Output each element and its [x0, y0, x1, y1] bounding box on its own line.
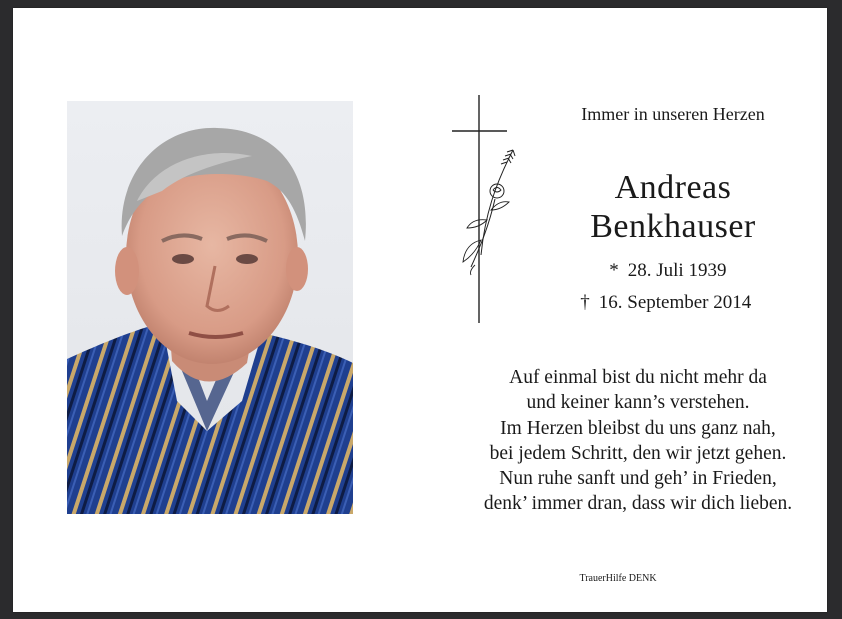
birth-date-line	[605, 260, 825, 282]
poem-line: Im Herzen bleibst du uns ganz nah,	[500, 417, 776, 439]
poem	[453, 365, 823, 517]
motto-text: Immer in unseren Herzen	[581, 104, 765, 124]
last-name: Benkhauser	[590, 208, 756, 245]
poem-line: und keiner kann’s verstehen.	[526, 392, 750, 414]
birth-symbol: *	[609, 260, 619, 281]
first-name: Andreas	[614, 169, 732, 206]
poem-line: bei jedem Schritt, den wir jetzt gehen.	[489, 442, 787, 464]
deceased-name	[523, 168, 823, 246]
cross-with-rose-and-wheat-icon	[451, 95, 521, 325]
death-date-line	[576, 292, 796, 314]
birth-date: 28. Juli 1939	[627, 260, 727, 281]
death-symbol: †	[580, 292, 590, 313]
poem-line: Auf einmal bist du nicht mehr da	[509, 367, 767, 388]
memorial-card	[13, 8, 827, 612]
portrait-photo	[67, 101, 353, 514]
death-date: 16. September 2014	[598, 292, 752, 313]
poem-line: denk’ immer dran, dass wir dich lieben.	[483, 493, 793, 515]
imprint-text: TrauerHilfe DENK	[579, 573, 657, 584]
poem-line: Nun ruhe sanft und geh’ in Frieden,	[499, 468, 777, 490]
